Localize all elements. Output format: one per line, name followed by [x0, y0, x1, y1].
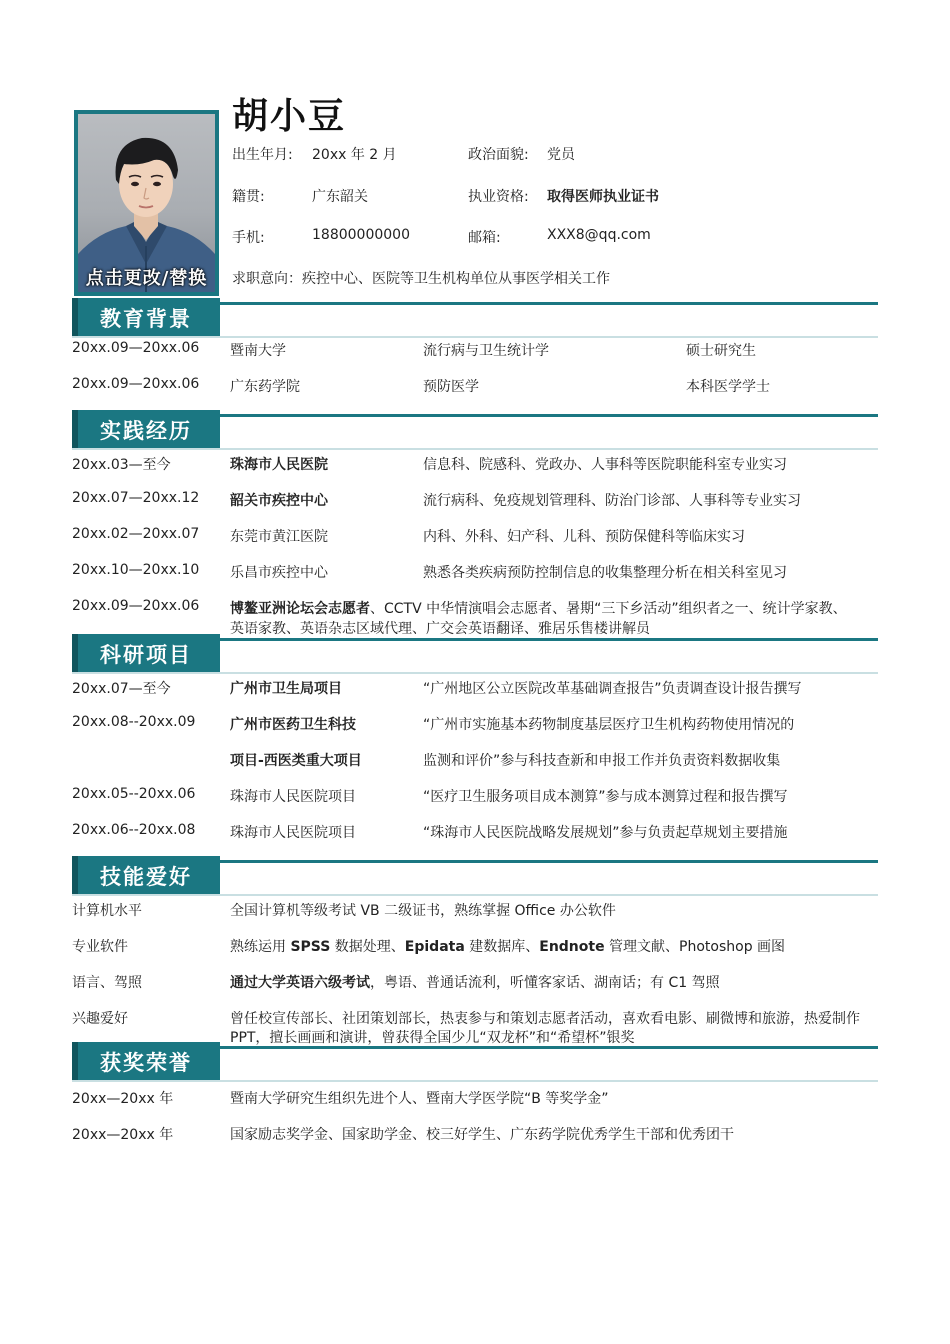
section-research-title: 科研项目 [100, 643, 192, 667]
hometown-label: 籍贯: [232, 189, 265, 205]
section-awards-title: 获奖荣誉 [100, 1051, 192, 1075]
photo-replace-caption[interactable]: 点击更改/替换 [85, 268, 208, 289]
skill-label: 兴趣爱好 [72, 1011, 128, 1027]
language-rest: ，粤语、普通话流利，听懂客家话、湖南话；有 C1 驾照 [370, 975, 720, 991]
section-skills-title: 技能爱好 [100, 865, 192, 889]
edu-school: 暨南大学 [230, 343, 286, 359]
volunteer-date: 20xx.09—20xx.06 [72, 598, 200, 614]
award-date: 20xx—20xx 年 [72, 1091, 174, 1107]
research-org: 广州市卫生局项目 [230, 681, 342, 697]
section-practice-header [72, 410, 878, 448]
practice-date: 20xx.02—20xx.07 [72, 526, 200, 542]
practice-date: 20xx.07—20xx.12 [72, 490, 200, 506]
skill-value [230, 936, 785, 956]
political-value: 党员 [547, 147, 575, 163]
phone-label: 手机: [232, 230, 265, 246]
edu-school: 广东药学院 [230, 379, 300, 395]
software-text: 建数据库、 [464, 939, 540, 955]
candidate-name: 胡小豆 [232, 96, 347, 137]
research-date: 20xx.07—至今 [72, 681, 171, 697]
research-date: 20xx.06--20xx.08 [72, 822, 196, 838]
license-value: 取得医师执业证书 [547, 189, 659, 205]
birth-label: 出生年月: [232, 147, 293, 163]
email-value: XXX8@qq.com [547, 227, 651, 243]
practice-org: 乐昌市疾控中心 [230, 565, 328, 581]
section-practice-title: 实践经历 [100, 419, 192, 443]
skill-value: 全国计算机等级考试 VB 二级证书，熟练掌握 Office 办公软件 [230, 903, 616, 919]
edu-major: 流行病与卫生统计学 [423, 343, 549, 359]
edu-degree: 硕士研究生 [686, 343, 756, 359]
research-desc: 监测和评价”参与科技查新和申报工作并负责资料数据收集 [423, 753, 781, 769]
volunteer-line-2: 英语家教、英语杂志区域代理、广交会英语翻译、雅居乐售楼讲解员 [230, 621, 650, 637]
research-date: 20xx.08--20xx.09 [72, 714, 196, 730]
hobby-line-1: 曾任校宣传部长、社团策划部长，热衷参与和策划志愿者活动，喜欢看电影、刷微博和旅游，热爱制作 [230, 1011, 860, 1027]
section-skills-header [72, 856, 878, 894]
research-desc: “广州地区公立医院改革基础调查报告”负责调查设计报告撰写 [423, 681, 802, 697]
software-epidata: Epidata [404, 939, 465, 955]
job-objective: 求职意向：疾控中心、医院等卫生机构单位从事医学相关工作 [232, 271, 610, 287]
award-date: 20xx—20xx 年 [72, 1127, 174, 1143]
research-desc: “珠海市人民医院战略发展规划”参与负责起草规划主要措施 [423, 825, 788, 841]
research-org: 项目-西医类重大项目 [230, 753, 362, 769]
practice-desc: 流行病科、免疫规划管理科、防治门诊部、人事科等专业实习 [423, 493, 801, 509]
award-desc: 国家励志奖学金、国家助学金、校三好学生、广东药学院优秀学生干部和优秀团干 [230, 1127, 734, 1143]
license-label: 执业资格: [468, 189, 529, 205]
section-education-header [72, 298, 878, 336]
software-text: 数据处理、 [330, 939, 405, 955]
skill-label: 计算机水平 [72, 903, 142, 919]
volunteer-highlight: 博鳌亚洲论坛会志愿者 [230, 601, 370, 617]
practice-desc: 熟悉各类疾病预防控制信息的收集整理分析在相关科室见习 [423, 565, 787, 581]
research-org: 珠海市人民医院项目 [230, 789, 356, 805]
skill-value [230, 972, 720, 992]
research-org: 广州市医药卫生科技 [230, 717, 356, 733]
practice-desc: 信息科、院感科、党政办、人事科等医院职能科室专业实习 [423, 457, 787, 473]
software-text: 管理文献、Photoshop 画图 [604, 939, 786, 955]
political-label: 政治面貌: [468, 147, 529, 163]
section-education-title: 教育背景 [100, 307, 192, 331]
profile-photo[interactable] [78, 114, 215, 292]
email-label: 邮箱: [468, 230, 501, 246]
software-endnote: Endnote [539, 939, 605, 955]
research-desc: “医疗卫生服务项目成本测算”参与成本测算过程和报告撰写 [423, 789, 788, 805]
practice-org: 珠海市人民医院 [230, 457, 328, 473]
section-awards-header [72, 1042, 878, 1080]
practice-date: 20xx.10—20xx.10 [72, 562, 200, 578]
software-spss: SPSS [290, 939, 331, 955]
software-text: 熟练运用 [230, 939, 291, 955]
practice-org: 韶关市疾控中心 [230, 493, 328, 509]
edu-date: 20xx.09—20xx.06 [72, 376, 200, 392]
award-desc: 暨南大学研究生组织先进个人、暨南大学医学院“B 等奖学金” [230, 1091, 609, 1107]
edu-degree: 本科医学学士 [686, 379, 770, 395]
practice-org: 东莞市黄江医院 [230, 529, 328, 545]
birth-value: 20xx 年 2 月 [312, 147, 397, 163]
skill-label: 语言、驾照 [72, 975, 142, 991]
phone-value: 18800000000 [312, 227, 410, 243]
volunteer-rest: 、CCTV 中华情演唱会志愿者、暑期“三下乡活动”组织者之一、统计学家教、 [370, 601, 847, 617]
profile-photo-frame[interactable] [74, 110, 219, 296]
language-highlight: 通过大学英语六级考试 [230, 975, 370, 991]
research-org: 珠海市人民医院项目 [230, 825, 356, 841]
practice-desc: 内科、外科、妇产科、儿科、预防保健科等临床实习 [423, 529, 745, 545]
research-desc: “广州市实施基本药物制度基层医疗卫生机构药物使用情况的 [423, 717, 795, 733]
volunteer-line-1 [230, 598, 847, 618]
skill-label: 专业软件 [72, 939, 128, 955]
hobby-line-2: PPT，擅长画画和演讲，曾获得全国少儿“双龙杯”和“希望杯”银奖 [230, 1030, 635, 1046]
hometown-value: 广东韶关 [312, 189, 368, 205]
practice-date: 20xx.03—至今 [72, 457, 171, 473]
section-research-header [72, 634, 878, 672]
edu-major: 预防医学 [423, 379, 479, 395]
edu-date: 20xx.09—20xx.06 [72, 340, 200, 356]
research-date: 20xx.05--20xx.06 [72, 786, 196, 802]
